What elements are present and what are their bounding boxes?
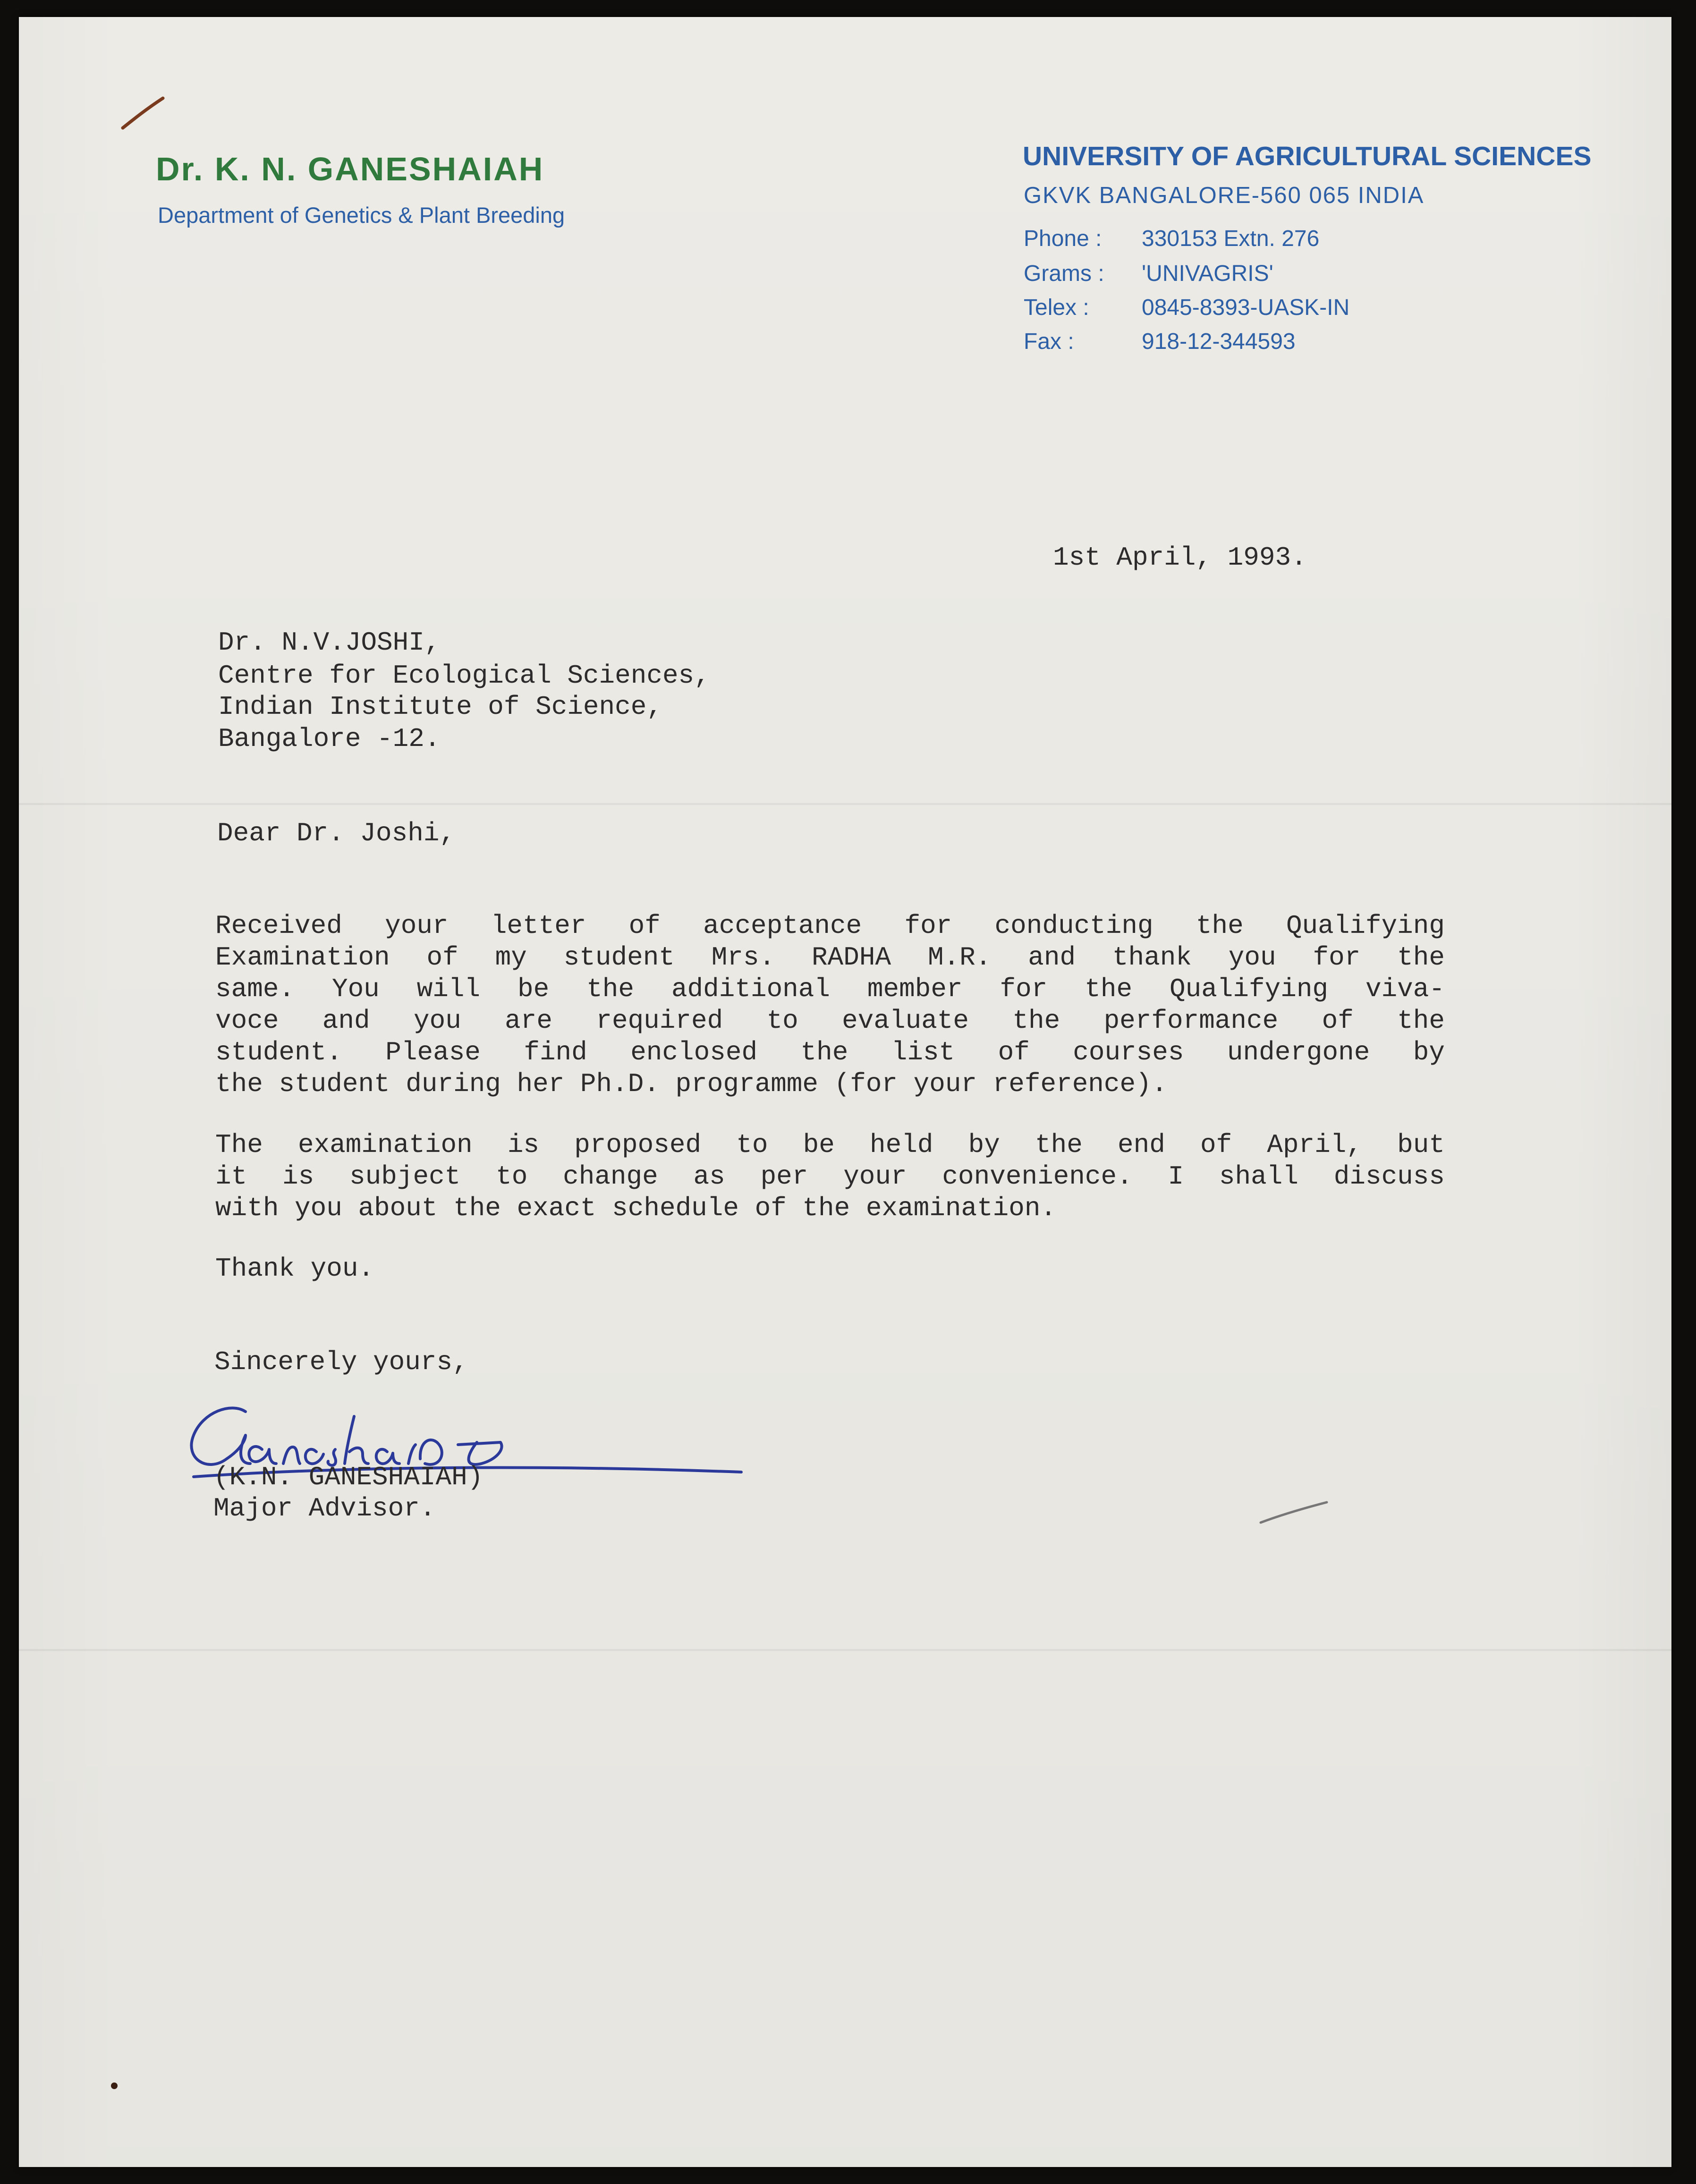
paragraph-line: same. You will be the additional member for the Qualifying viva- bbox=[215, 974, 1445, 1004]
recipient-line: Dr. N.V.JOSHI, bbox=[218, 627, 441, 658]
contact-value: 0845-8393-UASK-IN bbox=[1142, 295, 1350, 320]
paragraph-line: the student during her Ph.D. programme (for your reference). bbox=[215, 1069, 1168, 1099]
paragraph-line: Received your letter of acceptance for conducting the Qualifying bbox=[215, 911, 1445, 941]
signatory-title: Major Advisor. bbox=[213, 1493, 436, 1524]
stain-mark bbox=[118, 93, 170, 135]
letter-date: 1st April, 1993. bbox=[1053, 542, 1307, 573]
contact-value: 918-12-344593 bbox=[1142, 329, 1296, 354]
letterhead-department: Department of Genetics & Plant Breeding bbox=[158, 203, 565, 228]
body-paragraph-1 bbox=[215, 910, 1445, 1100]
thanks-line: Thank you. bbox=[215, 1253, 374, 1284]
contact-label: Telex : bbox=[1024, 295, 1089, 320]
contact-label: Grams : bbox=[1024, 261, 1104, 286]
recipient-line: Indian Institute of Science, bbox=[218, 692, 662, 722]
paragraph-line: voce and you are required to evaluate the performance of the bbox=[215, 1006, 1445, 1036]
recipient-line: Bangalore -12. bbox=[218, 724, 441, 754]
body-paragraph-2 bbox=[215, 1129, 1445, 1224]
dot-mark bbox=[108, 2079, 122, 2093]
paper-crease bbox=[19, 803, 1671, 805]
letterhead-name: Dr. K. N. GANESHAIAH bbox=[156, 151, 544, 187]
paper-crease bbox=[19, 1649, 1671, 1651]
salutation: Dear Dr. Joshi, bbox=[217, 818, 456, 848]
closing-line: Sincerely yours, bbox=[214, 1347, 468, 1377]
paragraph-line: with you about the exact schedule of the examination. bbox=[215, 1193, 1057, 1223]
paragraph-line: student. Please find enclosed the list of courses undergone by bbox=[215, 1037, 1445, 1067]
contact-value: 330153 Extn. 276 bbox=[1142, 226, 1320, 251]
letterhead-university: UNIVERSITY OF AGRICULTURAL SCIENCES bbox=[1023, 141, 1592, 171]
pencil-mark bbox=[1256, 1497, 1331, 1530]
contact-value: 'UNIVAGRIS' bbox=[1142, 261, 1273, 286]
paragraph-line: it is subject to change as per your convenience. I shall discuss bbox=[215, 1161, 1445, 1192]
signatory-name: (K.N. GANESHAIAH) bbox=[213, 1462, 483, 1492]
contact-label: Fax : bbox=[1024, 329, 1074, 354]
letterhead-address: GKVK BANGALORE-560 065 INDIA bbox=[1024, 183, 1425, 208]
paragraph-line: Examination of my student Mrs. RADHA M.R. and thank you for the bbox=[215, 942, 1445, 973]
contact-label: Phone : bbox=[1024, 226, 1102, 251]
recipient-line: Centre for Ecological Sciences, bbox=[218, 660, 710, 691]
paragraph-line: The examination is proposed to be held by the end of April, but bbox=[215, 1130, 1445, 1160]
